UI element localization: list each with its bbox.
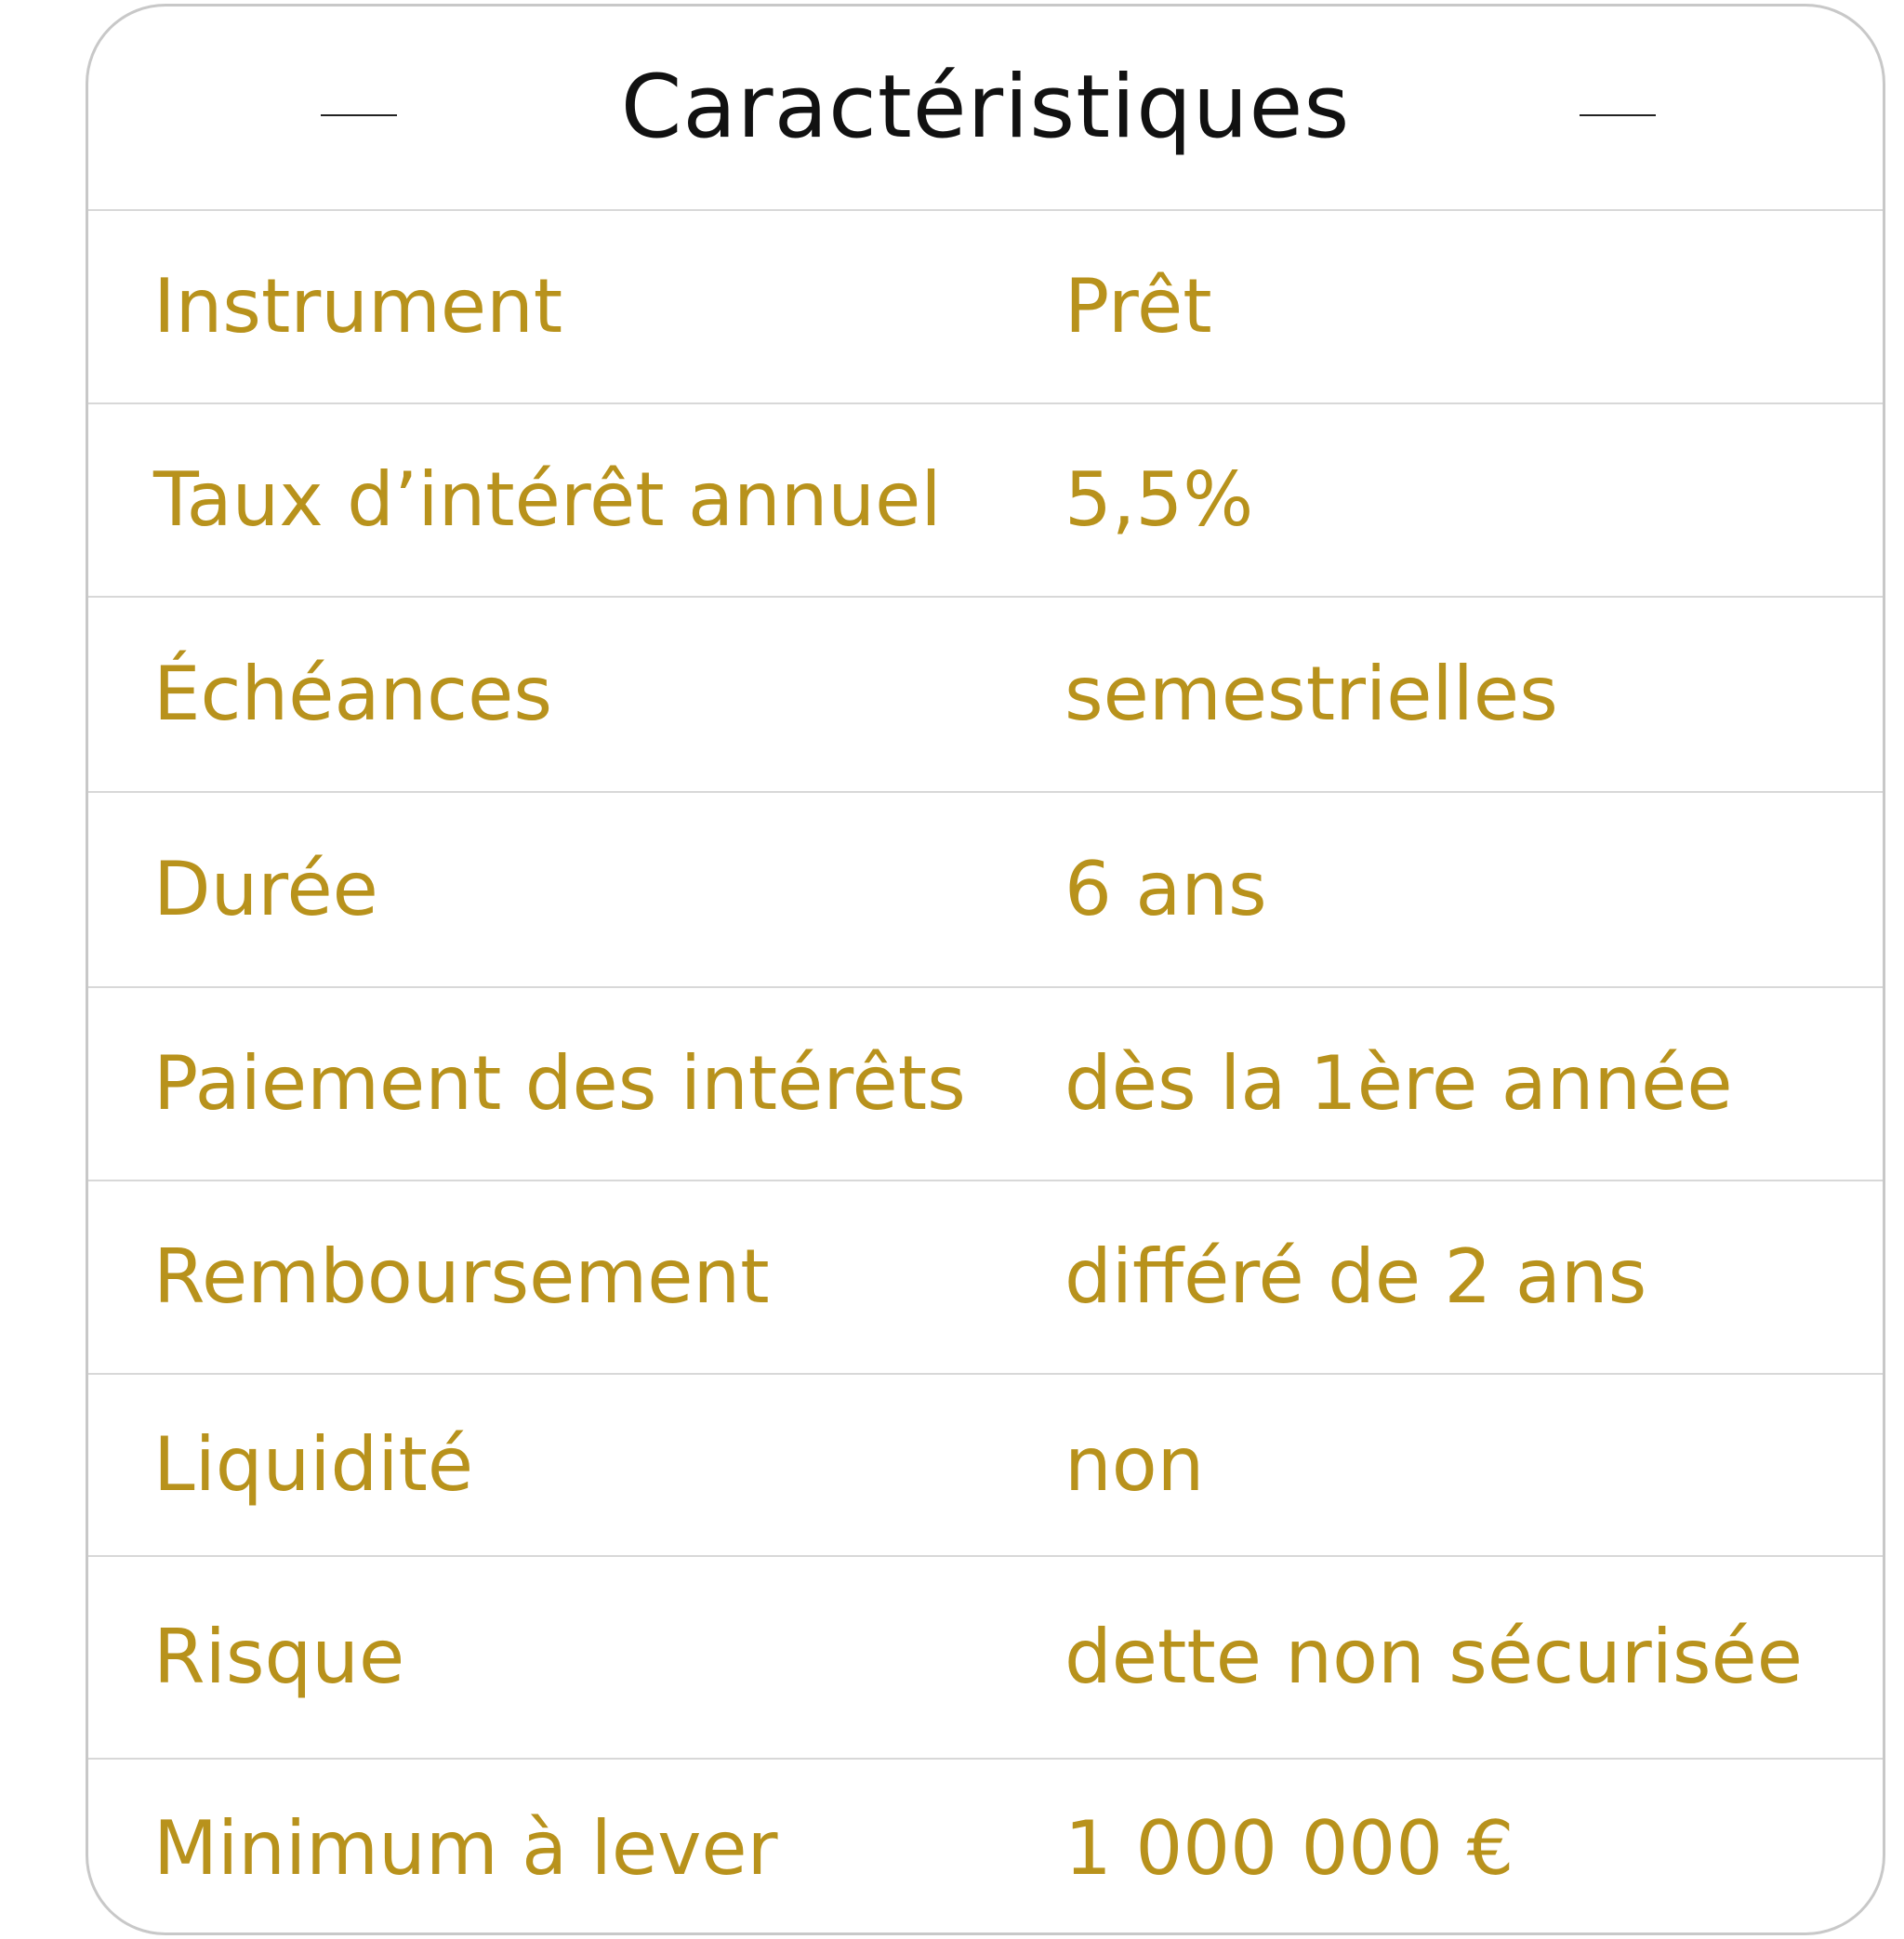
row-repayment: [88, 1180, 1883, 1373]
row-value: dette non sécurisée: [1064, 1614, 1803, 1700]
row-risk: [88, 1555, 1883, 1758]
row-value: semestrielles: [1064, 651, 1558, 737]
row-value: différé de 2 ans: [1064, 1233, 1647, 1320]
row-instrument: [88, 209, 1883, 402]
row-value: 6 ans: [1064, 846, 1267, 932]
row-label: Remboursement: [153, 1233, 770, 1320]
row-value: Prêt: [1064, 263, 1212, 350]
row-value: dès la 1ère année: [1064, 1040, 1733, 1127]
card-title: Caractéristiques: [620, 57, 1351, 158]
row-minimum-to-raise: [88, 1758, 1883, 1935]
row-label: Risque: [153, 1614, 405, 1700]
row-value: 1 000 000 €: [1064, 1805, 1514, 1892]
row-value: non: [1064, 1421, 1205, 1508]
row-label: Minimum à lever: [153, 1805, 778, 1892]
row-label: Échéances: [153, 651, 553, 737]
row-label: Durée: [153, 846, 378, 932]
row-interest-payment: [88, 986, 1883, 1180]
row-label: Paiement des intérêts: [153, 1040, 966, 1127]
row-liquidity: [88, 1373, 1883, 1555]
card-header: [88, 7, 1883, 209]
row-label: Liquidité: [153, 1421, 474, 1508]
title-dash-right: [1580, 114, 1656, 116]
row-interest-rate: [88, 402, 1883, 596]
row-duration: [88, 791, 1883, 986]
characteristics-card: [86, 4, 1885, 1935]
row-label: Taux d’intérêt annuel: [153, 456, 942, 543]
row-label: Instrument: [153, 263, 563, 350]
row-value: 5,5%: [1064, 456, 1254, 543]
row-maturities: [88, 596, 1883, 791]
